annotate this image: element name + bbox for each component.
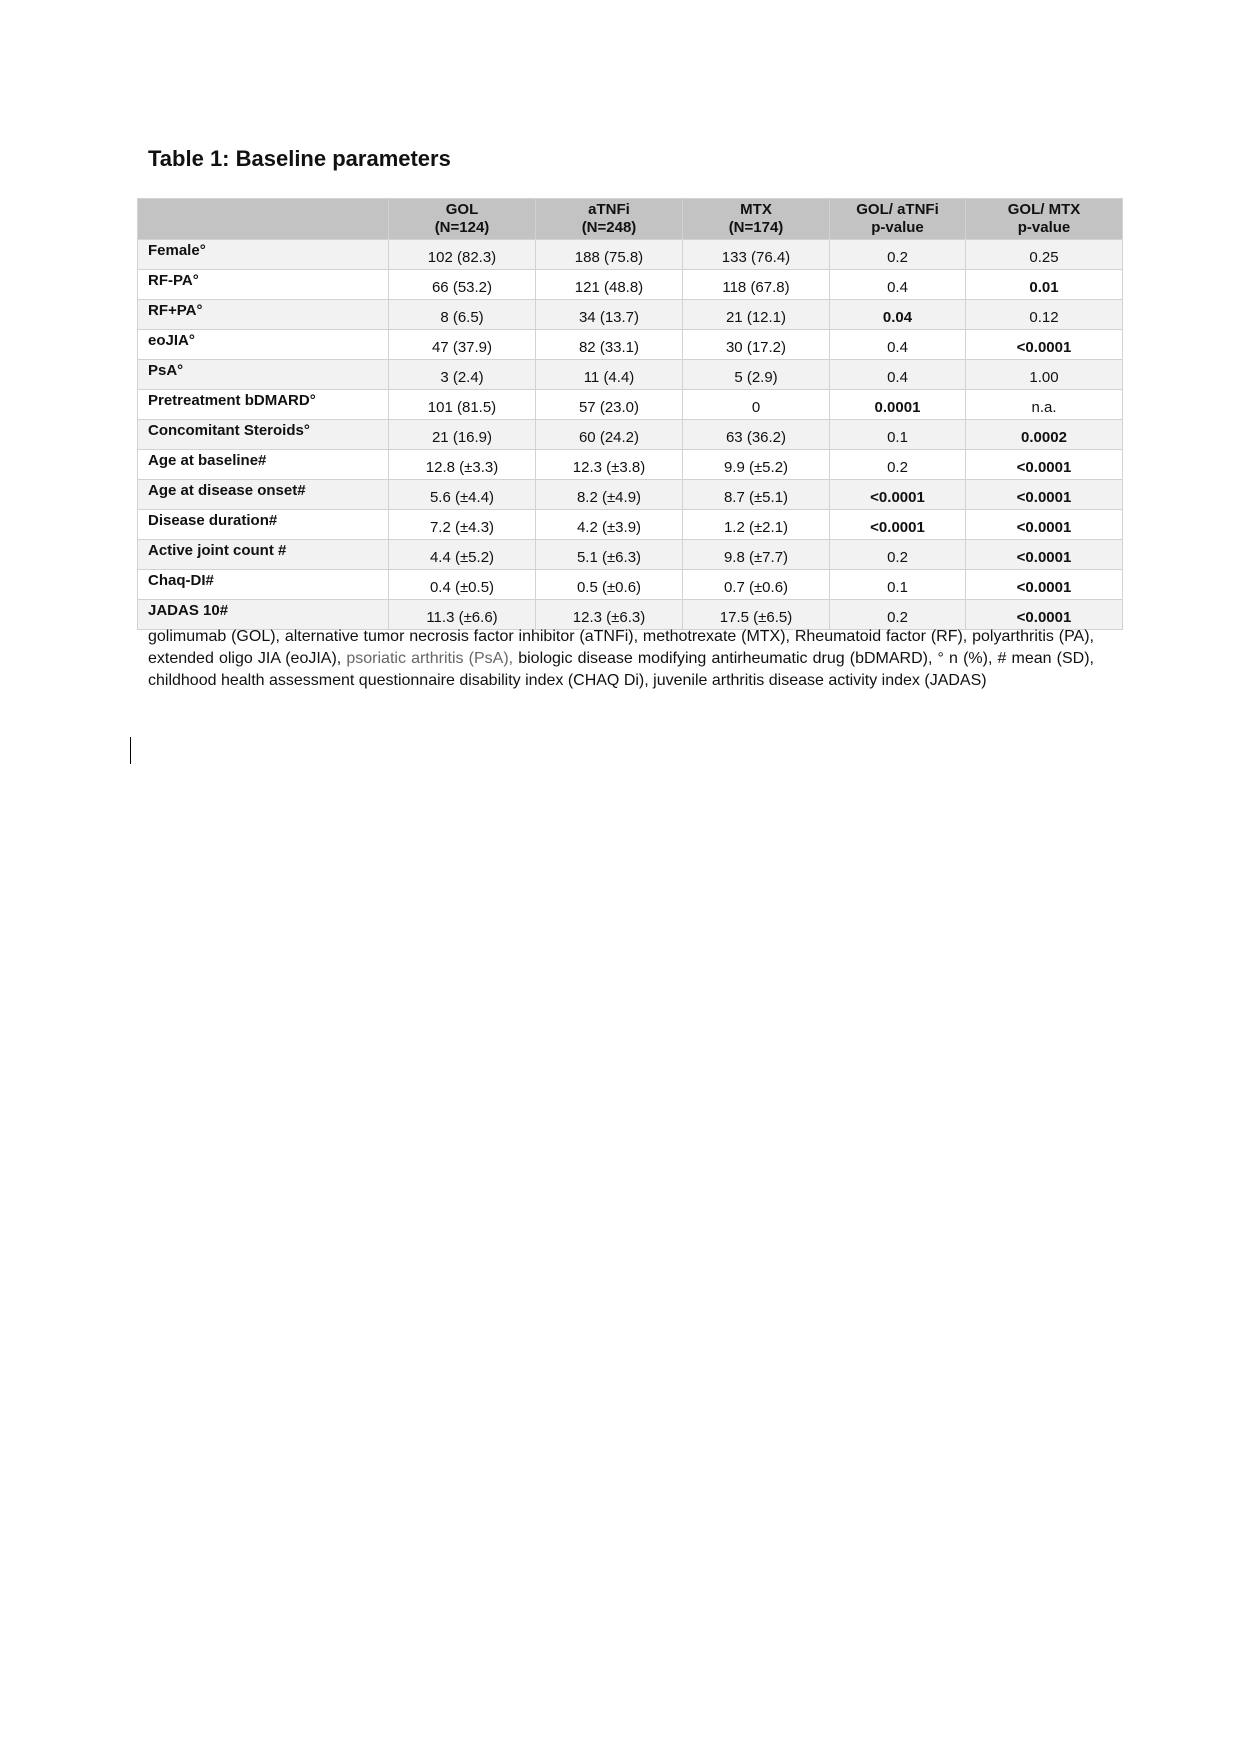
- cell-p-gol-atnfi: 0.2: [830, 240, 966, 270]
- cell-gol: 101 (81.5): [389, 390, 536, 420]
- table-footnote: [148, 626, 1094, 692]
- cell-p-gol-mtx: <0.0001: [966, 540, 1123, 570]
- cell-p-gol-atnfi: 0.04: [830, 300, 966, 330]
- cell-p-gol-mtx: <0.0001: [966, 480, 1123, 510]
- cell-gol: 21 (16.9): [389, 420, 536, 450]
- cell-p-gol-mtx: 1.00: [966, 360, 1123, 390]
- cell-p-gol-atnfi: 0.4: [830, 330, 966, 360]
- cell-p-gol-mtx: <0.0001: [966, 600, 1123, 630]
- cell-p-gol-atnfi: 0.4: [830, 270, 966, 300]
- header-cell-p-gol-mtx: GOL/ MTX p-value: [966, 199, 1123, 240]
- cell-p-gol-mtx: <0.0001: [966, 570, 1123, 600]
- cell-mtx: 63 (36.2): [683, 420, 830, 450]
- table-row: [138, 420, 1123, 450]
- cell-p-gol-atnfi: 0.4: [830, 360, 966, 390]
- cell-p-gol-atnfi: 0.1: [830, 420, 966, 450]
- cell-atnfi: 4.2 (±3.9): [536, 510, 683, 540]
- cell-mtx: 118 (67.8): [683, 270, 830, 300]
- cell-p-gol-mtx: 0.01: [966, 270, 1123, 300]
- cell-gol: 3 (2.4): [389, 360, 536, 390]
- table-row: [138, 600, 1123, 630]
- cell-gol: 0.4 (±0.5): [389, 570, 536, 600]
- cell-p-gol-mtx: <0.0001: [966, 450, 1123, 480]
- header-cell-gol: GOL (N=124): [389, 199, 536, 240]
- row-label: Age at disease onset#: [138, 480, 389, 510]
- cell-p-gol-atnfi: <0.0001: [830, 510, 966, 540]
- table-row: [138, 300, 1123, 330]
- table-row: [138, 570, 1123, 600]
- cell-atnfi: 0.5 (±0.6): [536, 570, 683, 600]
- cell-p-gol-atnfi: 0.2: [830, 600, 966, 630]
- cell-atnfi: 8.2 (±4.9): [536, 480, 683, 510]
- cell-p-gol-mtx: n.a.: [966, 390, 1123, 420]
- footnote-text-part1: golimumab (GOL), alternative tumor necrosis factor inhibitor (aTNFi), methotrexate (MTX), Rheumatoid factor (RF), polyarthritis (PA), extended oligo JIA (eoJIA),: [148, 628, 1094, 667]
- header-cell-mtx: MTX (N=174): [683, 199, 830, 240]
- text-cursor: [130, 737, 131, 764]
- cell-mtx: 9.9 (±5.2): [683, 450, 830, 480]
- row-label: Concomitant Steroids°: [138, 420, 389, 450]
- cell-p-gol-atnfi: 0.0001: [830, 390, 966, 420]
- row-label: Pretreatment bDMARD°: [138, 390, 389, 420]
- cell-p-gol-mtx: 0.12: [966, 300, 1123, 330]
- baseline-parameters-table: [137, 198, 1123, 630]
- footnote-text-psa: psoriatic arthritis (PsA),: [346, 650, 514, 667]
- table-row: [138, 270, 1123, 300]
- cell-mtx: 133 (76.4): [683, 240, 830, 270]
- row-label: Female°: [138, 240, 389, 270]
- cell-mtx: 5 (2.9): [683, 360, 830, 390]
- cell-mtx: 9.8 (±7.7): [683, 540, 830, 570]
- cell-p-gol-atnfi: 0.1: [830, 570, 966, 600]
- cell-mtx: 21 (12.1): [683, 300, 830, 330]
- cell-p-gol-atnfi: 0.2: [830, 450, 966, 480]
- cell-atnfi: 34 (13.7): [536, 300, 683, 330]
- cell-atnfi: 12.3 (±6.3): [536, 600, 683, 630]
- table-row: [138, 330, 1123, 360]
- row-label: eoJIA°: [138, 330, 389, 360]
- footnote-text-part2: biologic disease modifying antirheumatic drug (bDMARD), ° n (%), # mean (SD), childhood health assessment questionnaire disability index (CHAQ Di), juvenile arthritis disease activity index (JADAS): [148, 650, 1095, 689]
- cell-atnfi: 11 (4.4): [536, 360, 683, 390]
- cell-gol: 66 (53.2): [389, 270, 536, 300]
- table-row: [138, 240, 1123, 270]
- cell-mtx: 1.2 (±2.1): [683, 510, 830, 540]
- cell-p-gol-atnfi: <0.0001: [830, 480, 966, 510]
- row-label: Chaq-DI#: [138, 570, 389, 600]
- cell-p-gol-mtx: 0.25: [966, 240, 1123, 270]
- cell-atnfi: 188 (75.8): [536, 240, 683, 270]
- table-row: [138, 540, 1123, 570]
- cell-mtx: 0.7 (±0.6): [683, 570, 830, 600]
- cell-atnfi: 12.3 (±3.8): [536, 450, 683, 480]
- cell-mtx: 17.5 (±6.5): [683, 600, 830, 630]
- row-label: Disease duration#: [138, 510, 389, 540]
- cell-atnfi: 121 (48.8): [536, 270, 683, 300]
- row-label: JADAS 10#: [138, 600, 389, 630]
- cell-p-gol-mtx: 0.0002: [966, 420, 1123, 450]
- header-cell-label: [138, 199, 389, 240]
- cell-gol: 4.4 (±5.2): [389, 540, 536, 570]
- cell-gol: 12.8 (±3.3): [389, 450, 536, 480]
- cell-gol: 47 (37.9): [389, 330, 536, 360]
- table-row: [138, 510, 1123, 540]
- table-header-row: [138, 199, 1123, 240]
- table-row: [138, 450, 1123, 480]
- cell-atnfi: 82 (33.1): [536, 330, 683, 360]
- row-label: Active joint count #: [138, 540, 389, 570]
- cell-mtx: 0: [683, 390, 830, 420]
- row-label: RF-PA°: [138, 270, 389, 300]
- row-label: Age at baseline#: [138, 450, 389, 480]
- cell-p-gol-atnfi: 0.2: [830, 540, 966, 570]
- header-cell-atnfi: aTNFi (N=248): [536, 199, 683, 240]
- table-row: [138, 360, 1123, 390]
- table-body: [138, 240, 1123, 630]
- cell-p-gol-mtx: <0.0001: [966, 330, 1123, 360]
- cell-p-gol-mtx: <0.0001: [966, 510, 1123, 540]
- row-label: RF+PA°: [138, 300, 389, 330]
- cell-gol: 11.3 (±6.6): [389, 600, 536, 630]
- cell-gol: 5.6 (±4.4): [389, 480, 536, 510]
- cell-gol: 8 (6.5): [389, 300, 536, 330]
- table-row: [138, 390, 1123, 420]
- cell-atnfi: 60 (24.2): [536, 420, 683, 450]
- header-cell-p-gol-atnfi: GOL/ aTNFi p-value: [830, 199, 966, 240]
- cell-gol: 7.2 (±4.3): [389, 510, 536, 540]
- cell-gol: 102 (82.3): [389, 240, 536, 270]
- cell-mtx: 30 (17.2): [683, 330, 830, 360]
- cell-atnfi: 57 (23.0): [536, 390, 683, 420]
- row-label: PsA°: [138, 360, 389, 390]
- table-row: [138, 480, 1123, 510]
- cell-mtx: 8.7 (±5.1): [683, 480, 830, 510]
- page-title: Table 1: Baseline parameters: [148, 146, 451, 171]
- cell-atnfi: 5.1 (±6.3): [536, 540, 683, 570]
